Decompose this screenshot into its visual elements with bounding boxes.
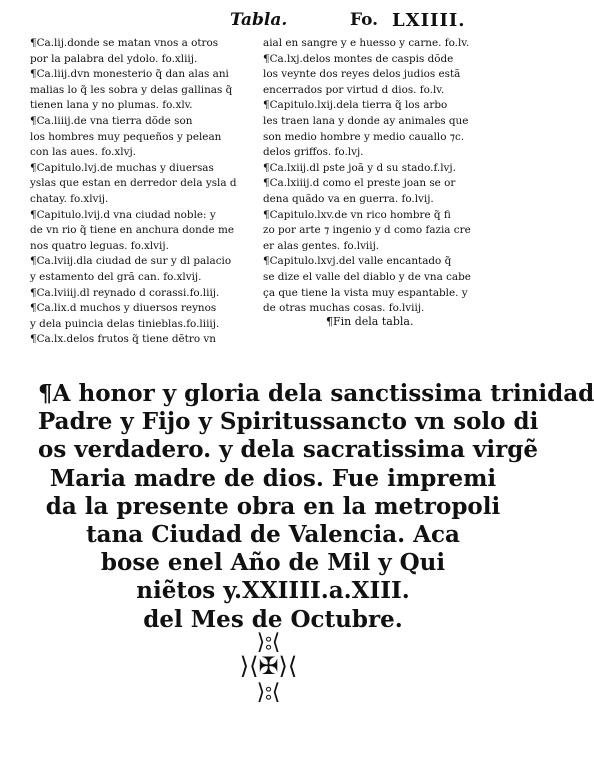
toc-line: aial en sangre y e huesso y carne. fo.lv.: [263, 37, 470, 49]
toc-line: ¶Capitulo.lvij.d vna ciudad noble: y: [30, 208, 216, 221]
toc-line: delos griffos. fo.lvj.: [263, 146, 364, 159]
colophon-line: Maria madre de dios. Fue impremi: [49, 464, 497, 492]
toc-line: de otras muchas cosas. fo.lviij.: [263, 302, 425, 315]
toc-line: encerrados por virtud d dios. fo.lv.: [263, 83, 445, 96]
colophon-line: ¶A honor y gloria dela sanctissima trinidad: [38, 380, 594, 407]
toc-line: chatay. fo.xlvij.: [30, 192, 109, 205]
end-of-table-note: ¶Fin dela tabla.: [326, 315, 414, 328]
toc-line: los hombres muy pequeños y pelean: [30, 130, 222, 143]
toc-line: ¶Ca.lxiiij.d como el preste joan se or: [263, 177, 456, 190]
toc-line: son medio hombre y medio cauallo ⁊c.: [263, 130, 465, 143]
scroll-flourish-icon: ⟩⦂⟨: [256, 680, 281, 705]
toc-line: ¶Ca.lviiij.dl reynado d corassi.fo.liij.: [30, 286, 220, 299]
toc-line: dena quãdo va en guerra. fo.lvij.: [263, 192, 434, 205]
colophon: [38, 380, 594, 634]
colophon-line: bose enel Año de Mil y Qui: [100, 549, 446, 577]
toc-line: ¶Ca.lxiij.dl pste joã y d su stado.f.lvj.: [263, 161, 456, 174]
toc-line: ¶Capitulo.lxij.dela tierra q̃ los arbo: [263, 99, 448, 112]
toc-line: nos quatro leguas. fo.xlvij.: [30, 239, 169, 252]
colophon-line: os verdadero. y dela sacratissima virgẽ: [38, 436, 538, 464]
colophon-line: Padre y Fijo y Spiritussancto vn solo di: [38, 408, 539, 436]
toc-line: y dela puincia delas tinieblas.fo.liiij.: [30, 317, 220, 330]
toc-line: ça que tiene la vista muy espantable. y: [263, 286, 468, 299]
toc-line: ¶Ca.lxj.delos montes de caspis dõde: [263, 52, 454, 65]
toc-line: ¶Ca.lix.d muchos y diuersos reynos: [30, 302, 217, 315]
toc-line: ¶Capitulo.lvj.de muchas y diuersas: [30, 161, 214, 174]
table-of-contents-left-column: [30, 36, 260, 348]
toc-line: por la palabra del ydolo. fo.xliij.: [30, 52, 198, 65]
folio-label: Fo.: [350, 10, 379, 30]
colophon-line: da la presente obra en la metropoli: [45, 492, 501, 520]
toc-line: ¶Ca.lviij.dla ciudad de sur y dl palacio: [30, 255, 232, 268]
table-of-contents-right-column: [263, 36, 513, 317]
toc-line: ¶Capitulo.lxvj.del valle encantado q̃: [263, 255, 452, 268]
page-header: [0, 10, 537, 38]
cross-flourish-icon: ⟩⟨✠⟩⟨: [239, 652, 298, 680]
running-title: Tabla.: [230, 10, 288, 30]
toc-line: ¶Ca.liiij.de vna tierra dõde son: [30, 114, 193, 127]
toc-line: les traen lana y donde ay animales que: [263, 114, 469, 127]
toc-line: ¶Ca.lij.donde se matan vnos a otros: [30, 37, 219, 49]
toc-line: de vn rio q̃ tiene en anchura donde me: [30, 224, 234, 237]
toc-line: ¶Ca.lx.delos frutos q̃ tiene dẽtro vn: [30, 333, 216, 346]
toc-line: ¶Capitulo.lxv.de vn rico hombre q̃ fi: [263, 208, 451, 221]
toc-line: con las aues. fo.xlvj.: [30, 146, 136, 159]
toc-line: er alas gentes. fo.lviij.: [263, 239, 380, 252]
folio-number: LXIIII.: [392, 10, 466, 31]
toc-line: tienen lana y no plumas. fo.xlv.: [30, 99, 193, 112]
toc-line: se dize el valle del diablo y de vna cabe: [263, 270, 471, 283]
toc-line: malias lo q̃ les sobra y delas gallinas q̃: [30, 83, 233, 96]
toc-line: los veynte dos reyes delos judios estã: [263, 68, 461, 81]
scroll-flourish-icon: ⟩⦂⟨: [256, 630, 281, 655]
colophon-line: niẽtos y.XXIIII.a.XIII.: [136, 577, 410, 605]
toc-line: ¶Ca.liij.dvn monesterio q̃ dan alas ani: [30, 68, 229, 81]
toc-line: y estamento del grã can. fo.xlvij.: [30, 270, 202, 283]
colophon-line: del Mes de Octubre.: [143, 605, 403, 633]
colophon-line: tana Ciudad de Valencia. Aca: [86, 521, 460, 549]
toc-line: yslas que estan en derredor dela ysla d: [30, 177, 237, 190]
toc-line: zo por arte ⁊ ingenio y d como fazia cre: [263, 224, 471, 237]
